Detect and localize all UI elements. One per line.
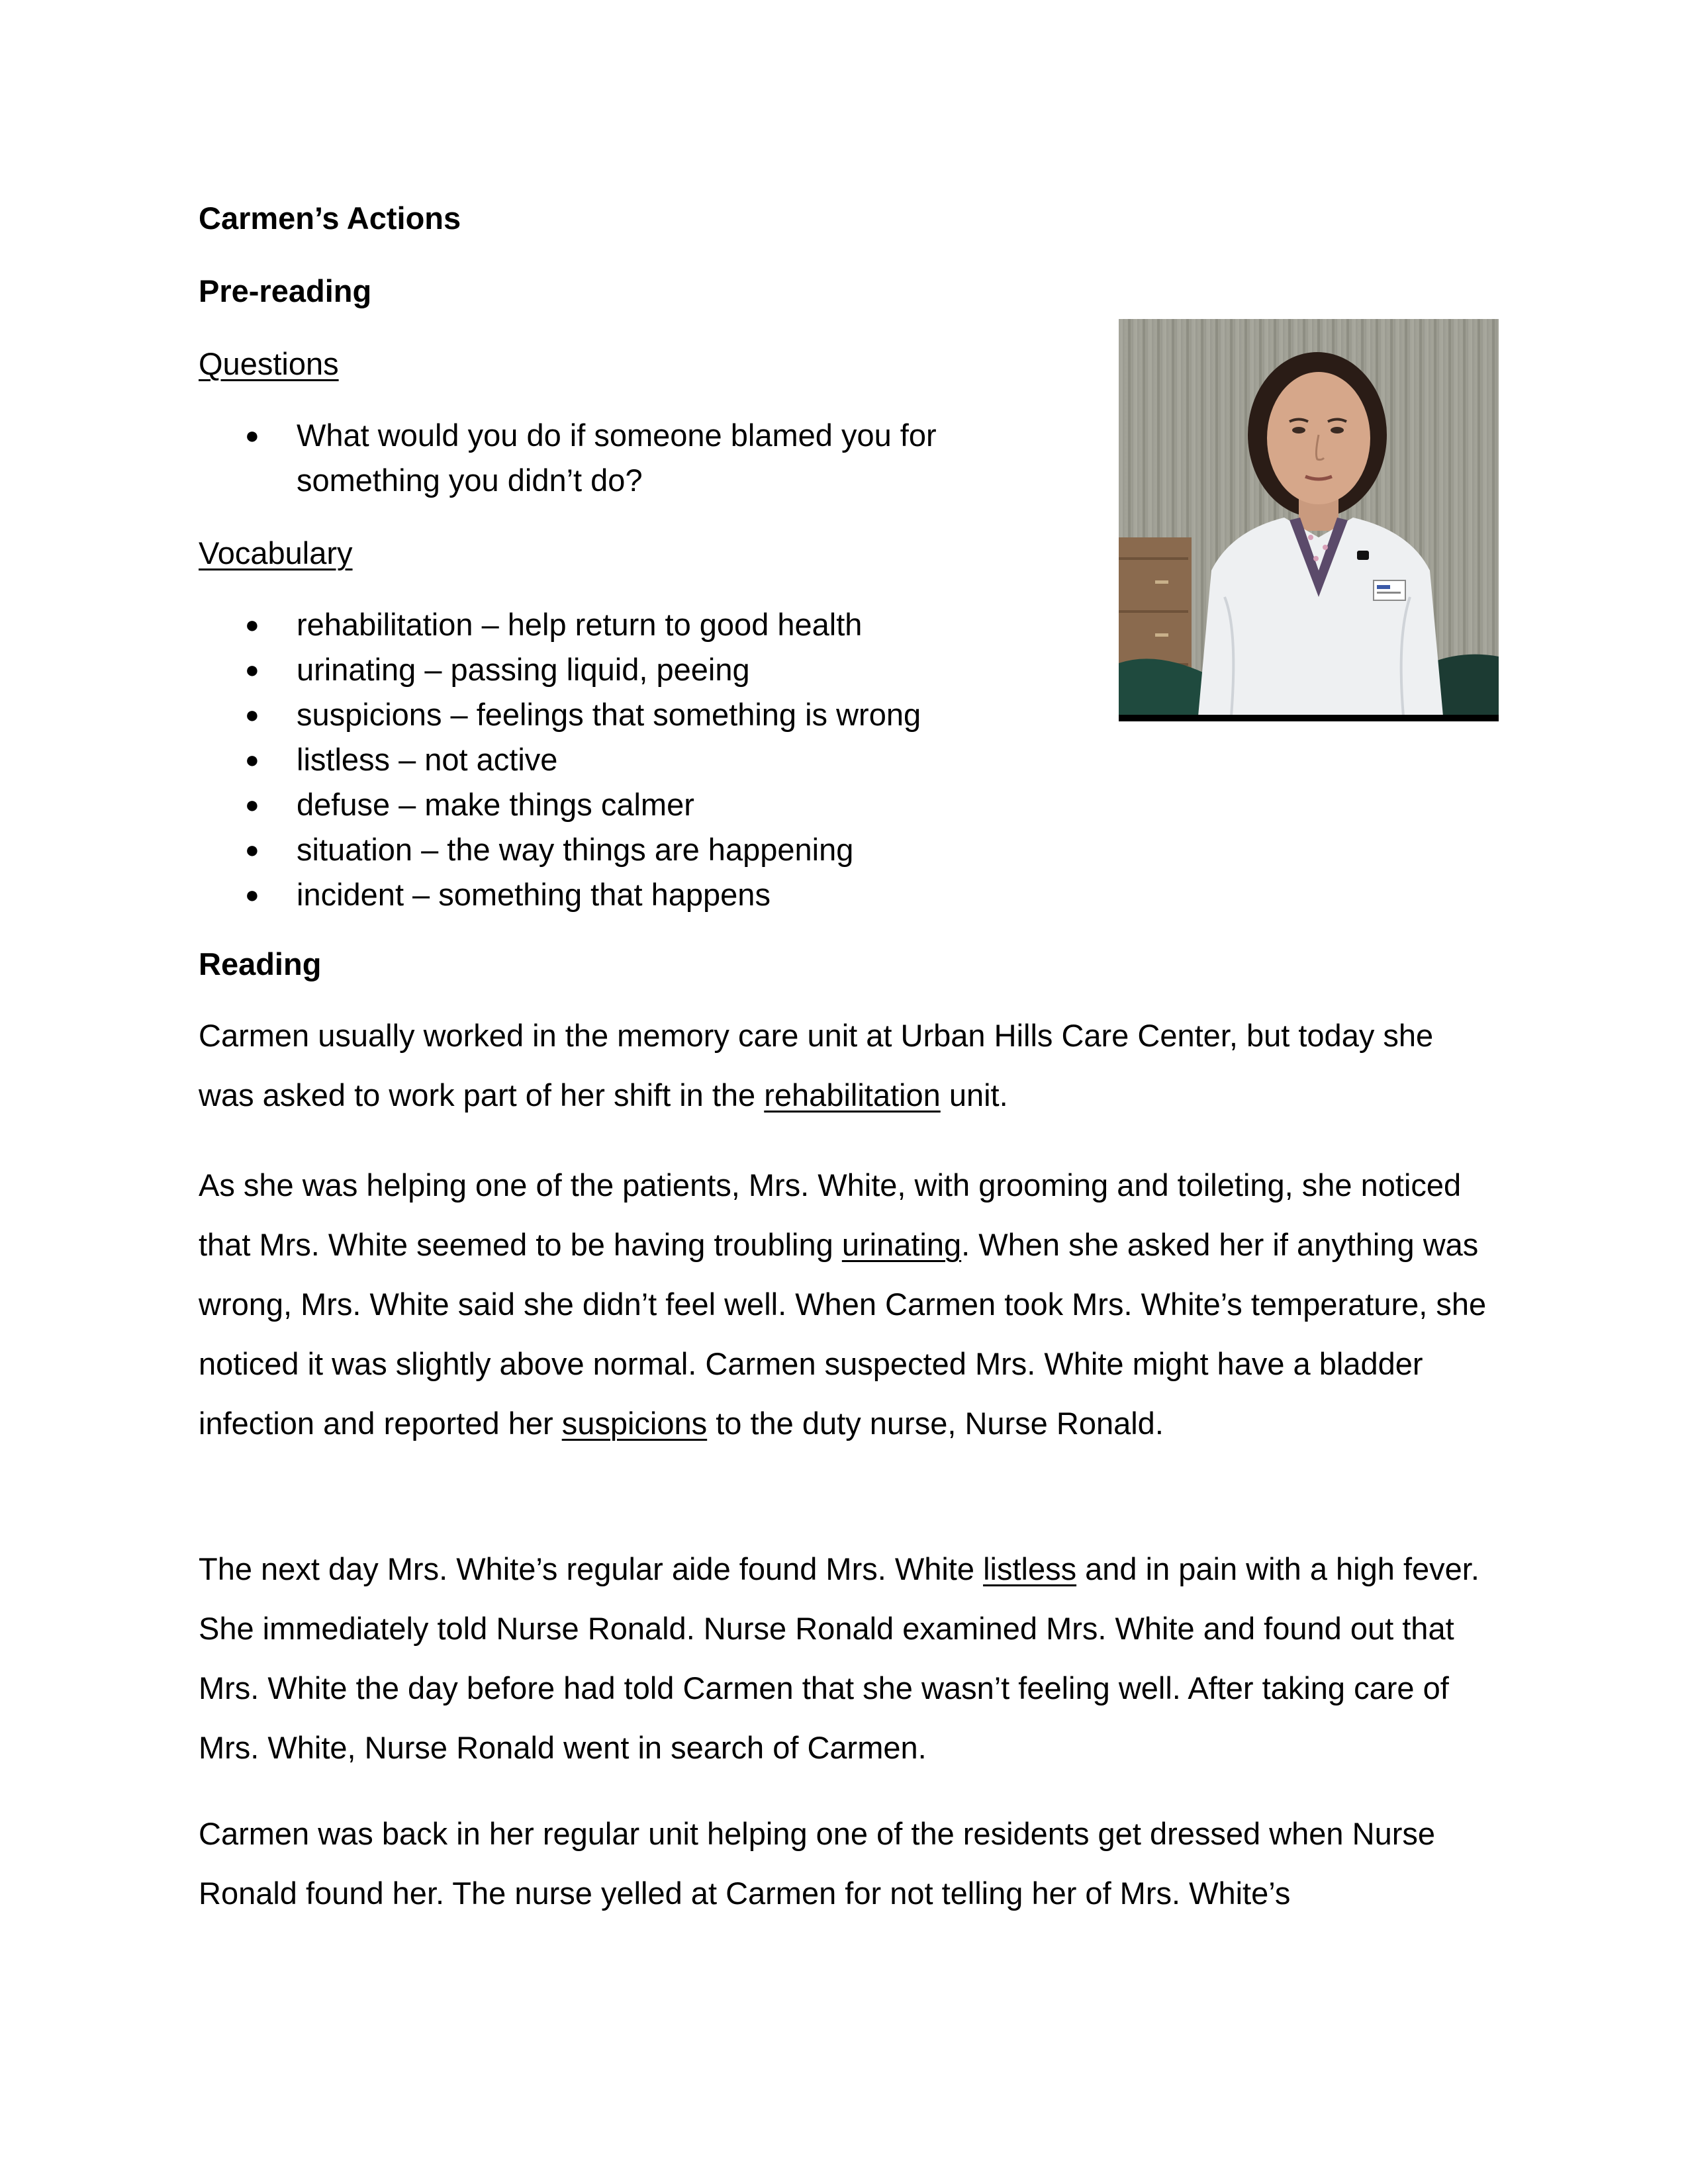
vocabulary-text: defuse – make things calmer: [297, 787, 694, 822]
bullet-icon: ●: [245, 746, 259, 773]
reading-paragraph-1: [199, 1006, 1489, 1125]
vocabulary-text: situation – the way things are happening: [297, 832, 854, 867]
bullet-icon: ●: [245, 422, 259, 449]
vocabulary-text: urinating – passing liquid, peeing: [297, 652, 750, 687]
bullet-icon: ●: [245, 611, 259, 638]
vocabulary-item: [199, 737, 1059, 782]
question-text: What would you do if someone blamed you for something you didn’t do?: [297, 418, 937, 498]
paragraph-text: and in pain with a high fever. She immediately told Nurse Ronald. Nurse Ronald examined Mrs. White and found out that Mrs. White the day before had told Carmen that she wasn’t feeling well. After taking care of Mrs. White, Nurse Ronald went in search of Carmen.: [199, 1551, 1479, 1765]
vocabulary-item: [199, 602, 1059, 647]
bullet-icon: ●: [245, 791, 259, 818]
paragraph-text: to the duty nurse, Nurse Ronald.: [707, 1406, 1164, 1441]
paragraph-text: As she was helping one of the patients, Mrs. White, with grooming and toileting, she noticed that Mrs. White seemed to be having troubling: [199, 1167, 1462, 1262]
vocabulary-text: suspicions – feelings that something is wrong: [297, 697, 921, 732]
bullet-icon: ●: [245, 836, 259, 863]
vocabulary-item: [199, 827, 1059, 872]
vocab-term-rehabilitation: rehabilitation: [764, 1077, 941, 1113]
reading-heading: Reading: [199, 946, 322, 981]
vocabulary-list: [199, 602, 1059, 917]
paragraph-text: Carmen was back in her regular unit helping one of the residents get dressed when Nurse Ronald found her. The nurse yelled at Carmen for not telling her of Mrs. White’s: [199, 1816, 1435, 1911]
paragraph-text: . When she asked her if anything was wrong, Mrs. White said she didn’t feel well. When Carmen took Mrs. White’s temperature, she noticed it was slightly above normal. Carmen suspected Mrs. White might have a bladder infection and reported her: [199, 1227, 1487, 1441]
reading-paragraph-3: [199, 1539, 1489, 1778]
questions-list: [199, 413, 1033, 503]
vocabulary-text: rehabilitation – help return to good health: [297, 607, 863, 642]
vocabulary-heading: Vocabulary: [199, 535, 353, 570]
vocabulary-item: [199, 872, 1059, 917]
vocab-term-listless: listless: [983, 1551, 1077, 1586]
reading-paragraph-2: [199, 1156, 1489, 1453]
vocabulary-item: [199, 782, 1059, 827]
paragraph-text: The next day Mrs. White’s regular aide found Mrs. White: [199, 1551, 984, 1586]
vocab-term-suspicions: suspicions: [561, 1406, 708, 1441]
carmen-photo: [1119, 319, 1499, 721]
paragraph-text: Carmen usually worked in the memory care unit at Urban Hills Care Center, but today she was asked to work part of her shift in the: [199, 1018, 1434, 1113]
question-item: [199, 413, 1033, 503]
questions-heading: Questions: [199, 346, 339, 381]
page-title: Carmen’s Actions: [199, 201, 461, 236]
vocabulary-item: [199, 647, 1059, 692]
paragraph-text: unit.: [940, 1077, 1008, 1113]
bullet-icon: ●: [245, 656, 259, 683]
vocabulary-text: incident – something that happens: [297, 877, 771, 912]
vocab-term-urinating: urinating: [841, 1227, 962, 1262]
vocabulary-item: [199, 692, 1059, 737]
reading-paragraph-4: [199, 1804, 1489, 1923]
vocabulary-text: listless – not active: [297, 742, 558, 777]
bullet-icon: ●: [245, 701, 259, 728]
bullet-icon: ●: [245, 881, 259, 908]
pre-reading-heading: Pre-reading: [199, 273, 372, 308]
